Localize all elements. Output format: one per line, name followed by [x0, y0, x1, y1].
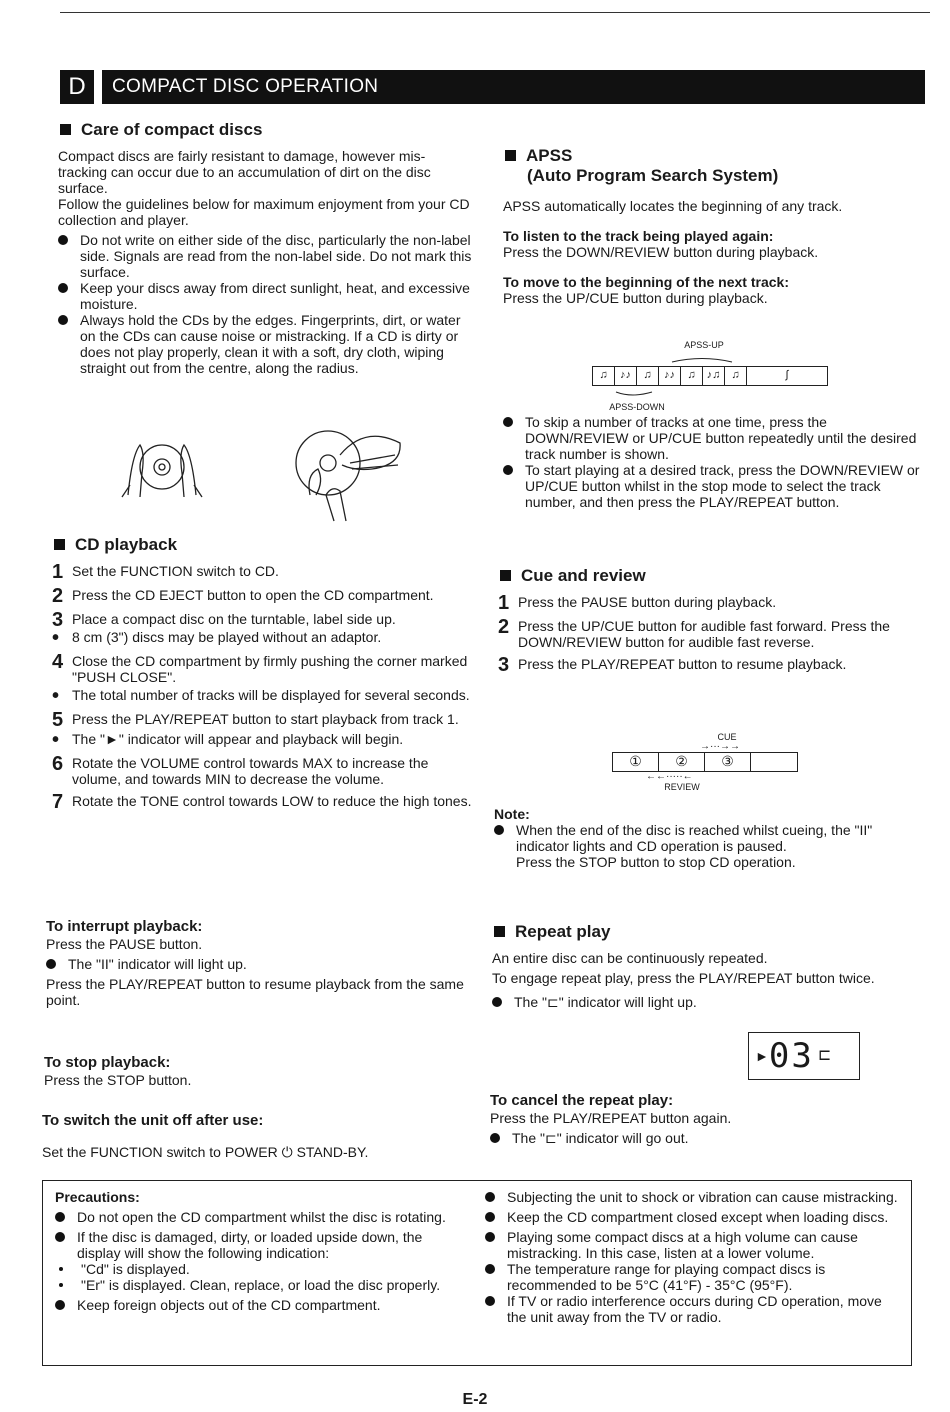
interrupt-section — [46, 918, 466, 1008]
playback-note: • 8 cm (3") discs may be played without an adaptor. — [52, 627, 382, 649]
cue-step: 1 Press the PAUSE button during playback. — [498, 592, 777, 614]
precaution-item: If TV or radio interference occurs during CD operation, move the unit away from the TV or radio. — [485, 1293, 903, 1325]
note-heading: Note: — [494, 806, 530, 822]
review-label: REVIEW — [664, 782, 700, 792]
precaution-subitem: "Cd" is displayed. — [55, 1261, 460, 1277]
care-bullet: Keep your discs away from direct sunlight, heat, and excessive moisture. — [58, 280, 472, 312]
precautions-left — [55, 1189, 460, 1313]
playback-note: • The total number of tracks will be displayed for several seconds. — [52, 685, 470, 707]
cue-step: 3 Press the PLAY/REPEAT button to resume playback. — [498, 654, 847, 676]
section-title: COMPACT DISC OPERATION — [102, 70, 925, 104]
precaution-item: Playing some compact discs at a high volume can cause mistracking. In this case, listen at a lower volume. — [485, 1229, 903, 1261]
left-column — [58, 120, 472, 376]
repeat-display — [748, 1032, 860, 1080]
cue-heading: Cue and review — [498, 566, 918, 586]
note-bullet: When the end of the disc is reached whilst cueing, the "II" indicator lights and CD operation is paused. Press the STOP button to stop CD operation. — [494, 822, 918, 870]
cue-note — [494, 806, 918, 870]
section-letter: D — [60, 70, 94, 104]
off-section — [42, 1112, 472, 1160]
repeat-text-2: To engage repeat play, press the PLAY/REPEAT button twice. — [492, 970, 875, 986]
cd-playback-section — [52, 535, 472, 811]
care-intro-1: Compact discs are fairly resistant to damage, however mis-tracking can occur due to an accumulation of dirt on the disc surface. — [58, 148, 431, 196]
apss-listen-text: Press the DOWN/REVIEW button during playback. — [503, 244, 819, 260]
repeat-heading: Repeat play — [492, 922, 918, 942]
page-number: E-2 — [462, 1391, 488, 1408]
precautions-box — [42, 1180, 912, 1366]
care-bullet: Always hold the CDs by the edges. Fingerprints, dirt, or water on the CDs can cause noise or mistracking. If a CD is dirty or does not play properly, clean it with a soft, dry cloth, wiping straight out from the centre, along the radius. — [58, 312, 472, 376]
apss-bullets — [503, 414, 921, 510]
off-heading: To switch the unit off after use: — [42, 1112, 264, 1129]
apss-down-arrow — [592, 391, 832, 399]
interrupt-resume: Press the PLAY/REPEAT button to resume playback from the same point. — [46, 976, 464, 1008]
apss-intro: APSS automatically locates the beginning of any track. — [503, 198, 843, 214]
cancel-repeat-section — [490, 1092, 918, 1146]
playback-step: 2 Press the CD EJECT button to open the CD compartment. — [52, 585, 434, 607]
apss-diagram — [592, 340, 832, 412]
apss-up-arrow — [592, 355, 832, 363]
apss-listen-heading: To listen to the track being played again: — [503, 228, 774, 244]
precaution-item: If the disc is damaged, dirty, or loaded upside down, the display will show the following indication: — [55, 1229, 460, 1261]
playback-step: 6 Rotate the VOLUME control towards MAX to increase the volume, and towards MIN to decrease the volume. — [52, 753, 429, 787]
playback-step: 7 Rotate the TONE control towards LOW to reduce the high tones. — [52, 791, 472, 813]
care-heading: Care of compact discs — [58, 120, 472, 140]
section-banner — [60, 70, 925, 104]
apss-section — [503, 146, 921, 306]
review-arrows: ←←·····← — [646, 771, 693, 782]
apss-next-text: Press the UP/CUE button during playback. — [503, 290, 768, 306]
cancel-text: Press the PLAY/REPEAT button again. — [490, 1110, 732, 1126]
stop-section — [44, 1054, 464, 1088]
repeat-bullet: The "⊏" indicator will light up. — [492, 994, 918, 1010]
cancel-heading: To cancel the repeat play: — [490, 1092, 674, 1109]
playback-step: 3 Place a compact disc on the turntable, label side up. — [52, 609, 396, 631]
playback-step: 1 Set the FUNCTION switch to CD. — [52, 561, 279, 583]
apss-down-label: APSS-DOWN — [609, 402, 665, 412]
apss-up-label: APSS-UP — [684, 340, 724, 350]
cd-playback-heading: CD playback — [52, 535, 472, 555]
cue-track-strip: ① ② ③ — [612, 752, 798, 772]
repeat-indicator-icon: ⊏ — [817, 1047, 832, 1064]
apss-bullet: To skip a number of tracks at one time, press the DOWN/REVIEW or UP/CUE button repeatedly until the desired track number is shown. — [503, 414, 921, 462]
apss-bullet: To start playing at a desired track, press the DOWN/REVIEW or UP/CUE button whilst in the stop mode to select the track number, and then press the PLAY/REPEAT button. — [503, 462, 921, 510]
cue-arrows: →···→→ — [700, 741, 740, 752]
stop-heading: To stop playback: — [44, 1054, 171, 1071]
precaution-item: Subjecting the unit to shock or vibration can cause mistracking. — [485, 1189, 903, 1205]
track-number: 03 — [768, 1036, 814, 1076]
precaution-subitem: "Er" is displayed. Clean, replace, or load the disc properly. — [55, 1277, 460, 1293]
playback-note: • The "►" indicator will appear and playback will begin. — [52, 729, 404, 751]
care-bullet: Do not write on either side of the disc, particularly the non-label side. Signals are read from the non-label side. Do not mark this surface. — [58, 232, 472, 280]
cancel-bullet: The "⊏" indicator will go out. — [490, 1130, 918, 1146]
playback-step: 4 Close the CD compartment by firmly pushing the corner marked "PUSH CLOSE". — [52, 651, 468, 685]
apss-heading: APSS — [503, 146, 921, 166]
top-rule — [60, 12, 930, 13]
interrupt-heading: To interrupt playback: — [46, 918, 203, 935]
care-intro-2: Follow the guidelines below for maximum enjoyment from your CD collection and player. — [58, 196, 470, 228]
play-indicator-icon: ► — [755, 1048, 769, 1064]
apss-track-strip: ♫ ♪♪ ♫ ♪♪ ♫ ♪♫ ♫ ∫ — [592, 366, 828, 386]
precaution-item: Keep foreign objects out of the CD compartment. — [55, 1297, 460, 1313]
apss-next-heading: To move to the beginning of the next track: — [503, 274, 789, 290]
precaution-item: The temperature range for playing compact discs is recommended to be 5°C (41°F) - 35°C (95°F). — [485, 1261, 903, 1293]
interrupt-bullet: The "II" indicator will light up. — [46, 956, 466, 972]
apss-subheading: (Auto Program Search System) — [527, 166, 779, 185]
cue-section — [498, 566, 918, 674]
cue-diagram — [612, 732, 802, 792]
precaution-item: Keep the CD compartment closed except when loading discs. — [485, 1209, 903, 1225]
stop-text: Press the STOP button. — [44, 1072, 192, 1088]
repeat-section — [492, 922, 918, 1010]
disc-handling-illustration — [110, 425, 410, 525]
precautions-heading: Precautions: — [55, 1189, 140, 1205]
interrupt-text: Press the PAUSE button. — [46, 936, 203, 952]
repeat-text-1: An entire disc can be continuously repeated. — [492, 950, 768, 966]
precaution-item: Do not open the CD compartment whilst the disc is rotating. — [55, 1209, 460, 1225]
cue-label: CUE — [717, 732, 737, 742]
cue-step: 2 Press the UP/CUE button for audible fast forward. Press the DOWN/REVIEW button for audible fast reverse. — [498, 616, 890, 650]
playback-step: 5 Press the PLAY/REPEAT button to start playback from track 1. — [52, 709, 459, 731]
precautions-right — [485, 1189, 903, 1325]
off-text: Set the FUNCTION switch to POWER ⏻ STAND-BY. — [42, 1144, 369, 1160]
